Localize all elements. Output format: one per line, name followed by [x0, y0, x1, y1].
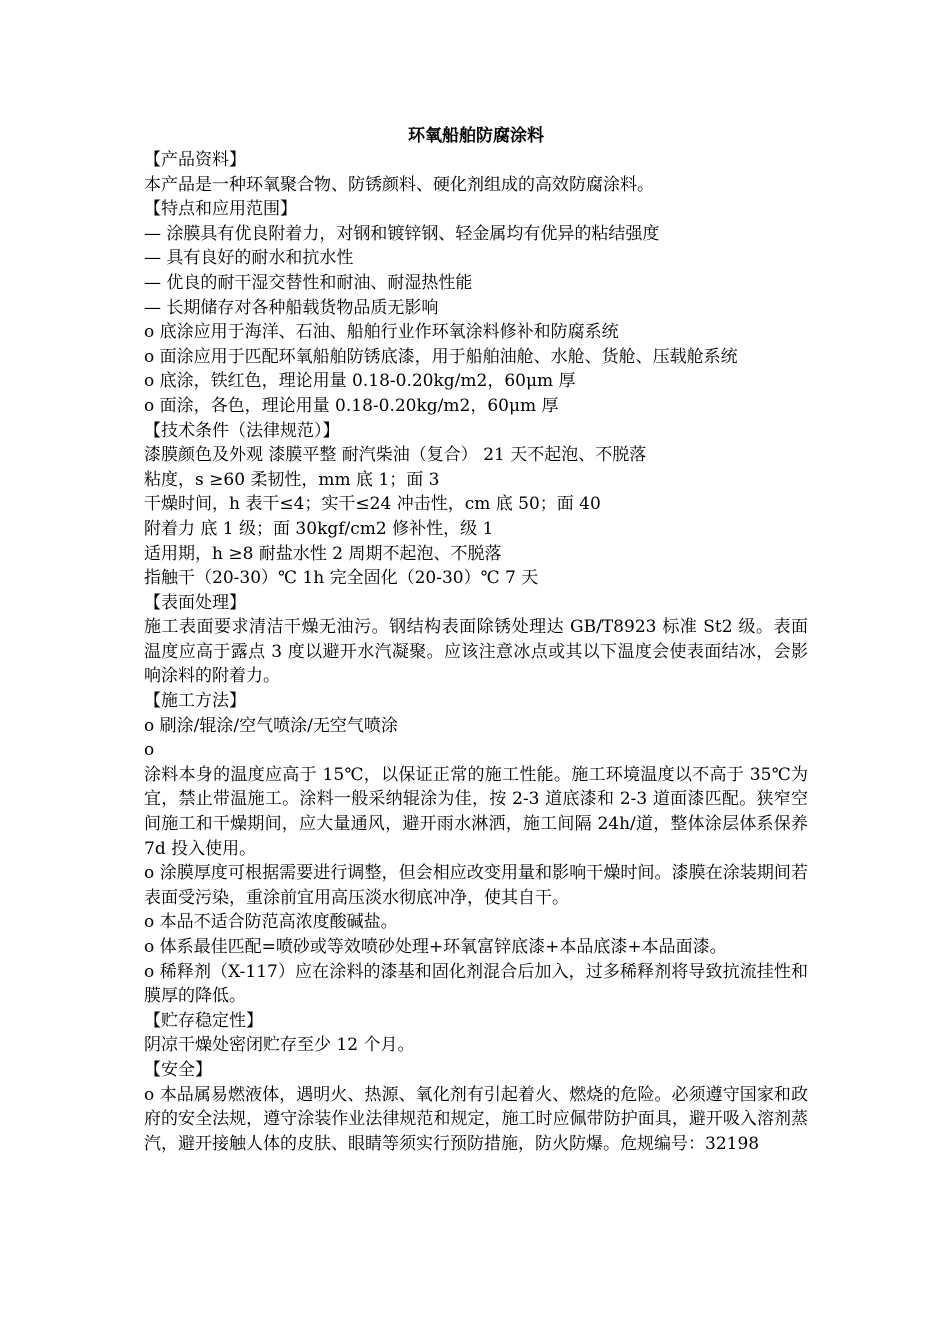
- section-heading-technical: 【技术条件（法律规范）】: [144, 420, 340, 441]
- feature-item: o 面涂，各色，理论用量 0.18-0.20kg/m2，60μm 厚: [144, 395, 559, 416]
- surface-text: 施工表面要求清洁干燥无油污。钢结构表面除锈处理达 GB/T8923 标准 St2 级。表面温度应高于露点 3 度以避开水汽凝聚。应该注意冰点或其以下温度会使表面结冰，会影响涂料的附着力。: [144, 617, 808, 687]
- method-item: o 稀释剂（X-117）应在涂料的漆基和固化剂混合后加入，过多稀释剂将导致抗流挂性和膜厚的降低。: [144, 961, 808, 1007]
- method-item: o 体系最佳匹配=喷砂或等效喷砂处理+环氧富锌底漆+本品底漆+本品面漆。: [144, 937, 727, 957]
- method-item: 涂料本身的温度应高于 15℃，以保证正常的施工性能。施工环境温度以不高于 35℃为宜，禁止带温施工。涂料一般采纳辊涂为佳，按 2-3 道底漆和 2-3 道面漆匹配。狭窄空间施工和干燥期间，应大量通风，避开雨水淋洒，施工间隔 24h/道，整体涂层体系保养 7d 投入使用。: [144, 764, 808, 859]
- method-item: o 本品不适合防范高浓度酸碱盐。: [144, 912, 398, 933]
- feature-item: — 长期储存对各种船载货物品质无影响: [144, 297, 439, 318]
- technical-item: 粘度，s ≥60 柔韧性，mm 底 1；面 3: [144, 469, 440, 490]
- document-title: 环氧船舶防腐涂料: [408, 126, 544, 146]
- section-heading-surface: 【表面处理】: [144, 592, 246, 613]
- feature-item: o 面涂应用于匹配环氧船舶防锈底漆，用于船舶油舱、水舱、货舱、压载舱系统: [144, 346, 738, 367]
- feature-item: o 底涂应用于海洋、石油、船舶行业作环氧涂料修补和防腐系统: [144, 322, 619, 343]
- document-page: [144, 124, 808, 1156]
- feature-item: — 优良的耐干湿交替性和耐油、耐湿热性能: [144, 272, 473, 293]
- safety-text: o 本品属易燃液体，遇明火、热源、氧化剂有引起着火、燃烧的危险。必须遵守国家和政府的安全法规，遵守涂装作业法律规范和规定，施工时应佩带防护面具，避开吸入溶剂蒸汽，避开接触人体的皮肤、眼睛等须实行预防措施，防火防爆。危规编号：32198: [144, 1084, 808, 1154]
- technical-item: 漆膜颜色及外观 漆膜平整 耐汽柴油（复合） 21 天不起泡、不脱落: [144, 445, 647, 466]
- product-info-text: 本产品是一种环氧聚合物、防锈颜料、硬化剂组成的高效防腐涂料。: [144, 174, 654, 195]
- technical-item: 指触干（20-30）℃ 1h 完全固化（20-30）℃ 7 天: [144, 568, 539, 589]
- section-heading-storage: 【贮存稳定性】: [144, 1010, 263, 1031]
- technical-item: 适用期，h ≥8 耐盐水性 2 周期不起泡、不脱落: [144, 543, 502, 564]
- method-item: o 涂膜厚度可根据需要进行调整，但会相应改变用量和影响干燥时间。漆膜在涂装期间若表面受污染，重涂前宜用高压淡水彻底冲净，使其自干。: [144, 863, 808, 908]
- feature-item: o 底涂，铁红色，理论用量 0.18-0.20kg/m2，60μm 厚: [144, 371, 576, 392]
- method-item: o 刷涂/辊涂/空气喷涂/无空气喷涂: [144, 715, 398, 736]
- feature-item: — 具有良好的耐水和抗水性: [144, 248, 354, 269]
- section-heading-features: 【特点和应用范围】: [144, 199, 297, 220]
- section-heading-safety: 【安全】: [144, 1059, 212, 1080]
- storage-text: 阴凉干燥处密闭贮存至少 12 个月。: [144, 1035, 415, 1056]
- section-heading-product-info: 【产品资料】: [144, 150, 246, 170]
- method-item: o: [144, 740, 155, 761]
- section-heading-method: 【施工方法】: [144, 691, 246, 712]
- technical-item: 附着力 底 1 级；面 30kgf/cm2 修补性，级 1: [144, 518, 494, 539]
- technical-item: 干燥时间，h 表干≤4；实干≤24 冲击性，cm 底 50；面 40: [144, 494, 601, 515]
- feature-item: — 涂膜具有优良附着力，对钢和镀锌钢、轻金属均有优异的粘结强度: [144, 223, 660, 244]
